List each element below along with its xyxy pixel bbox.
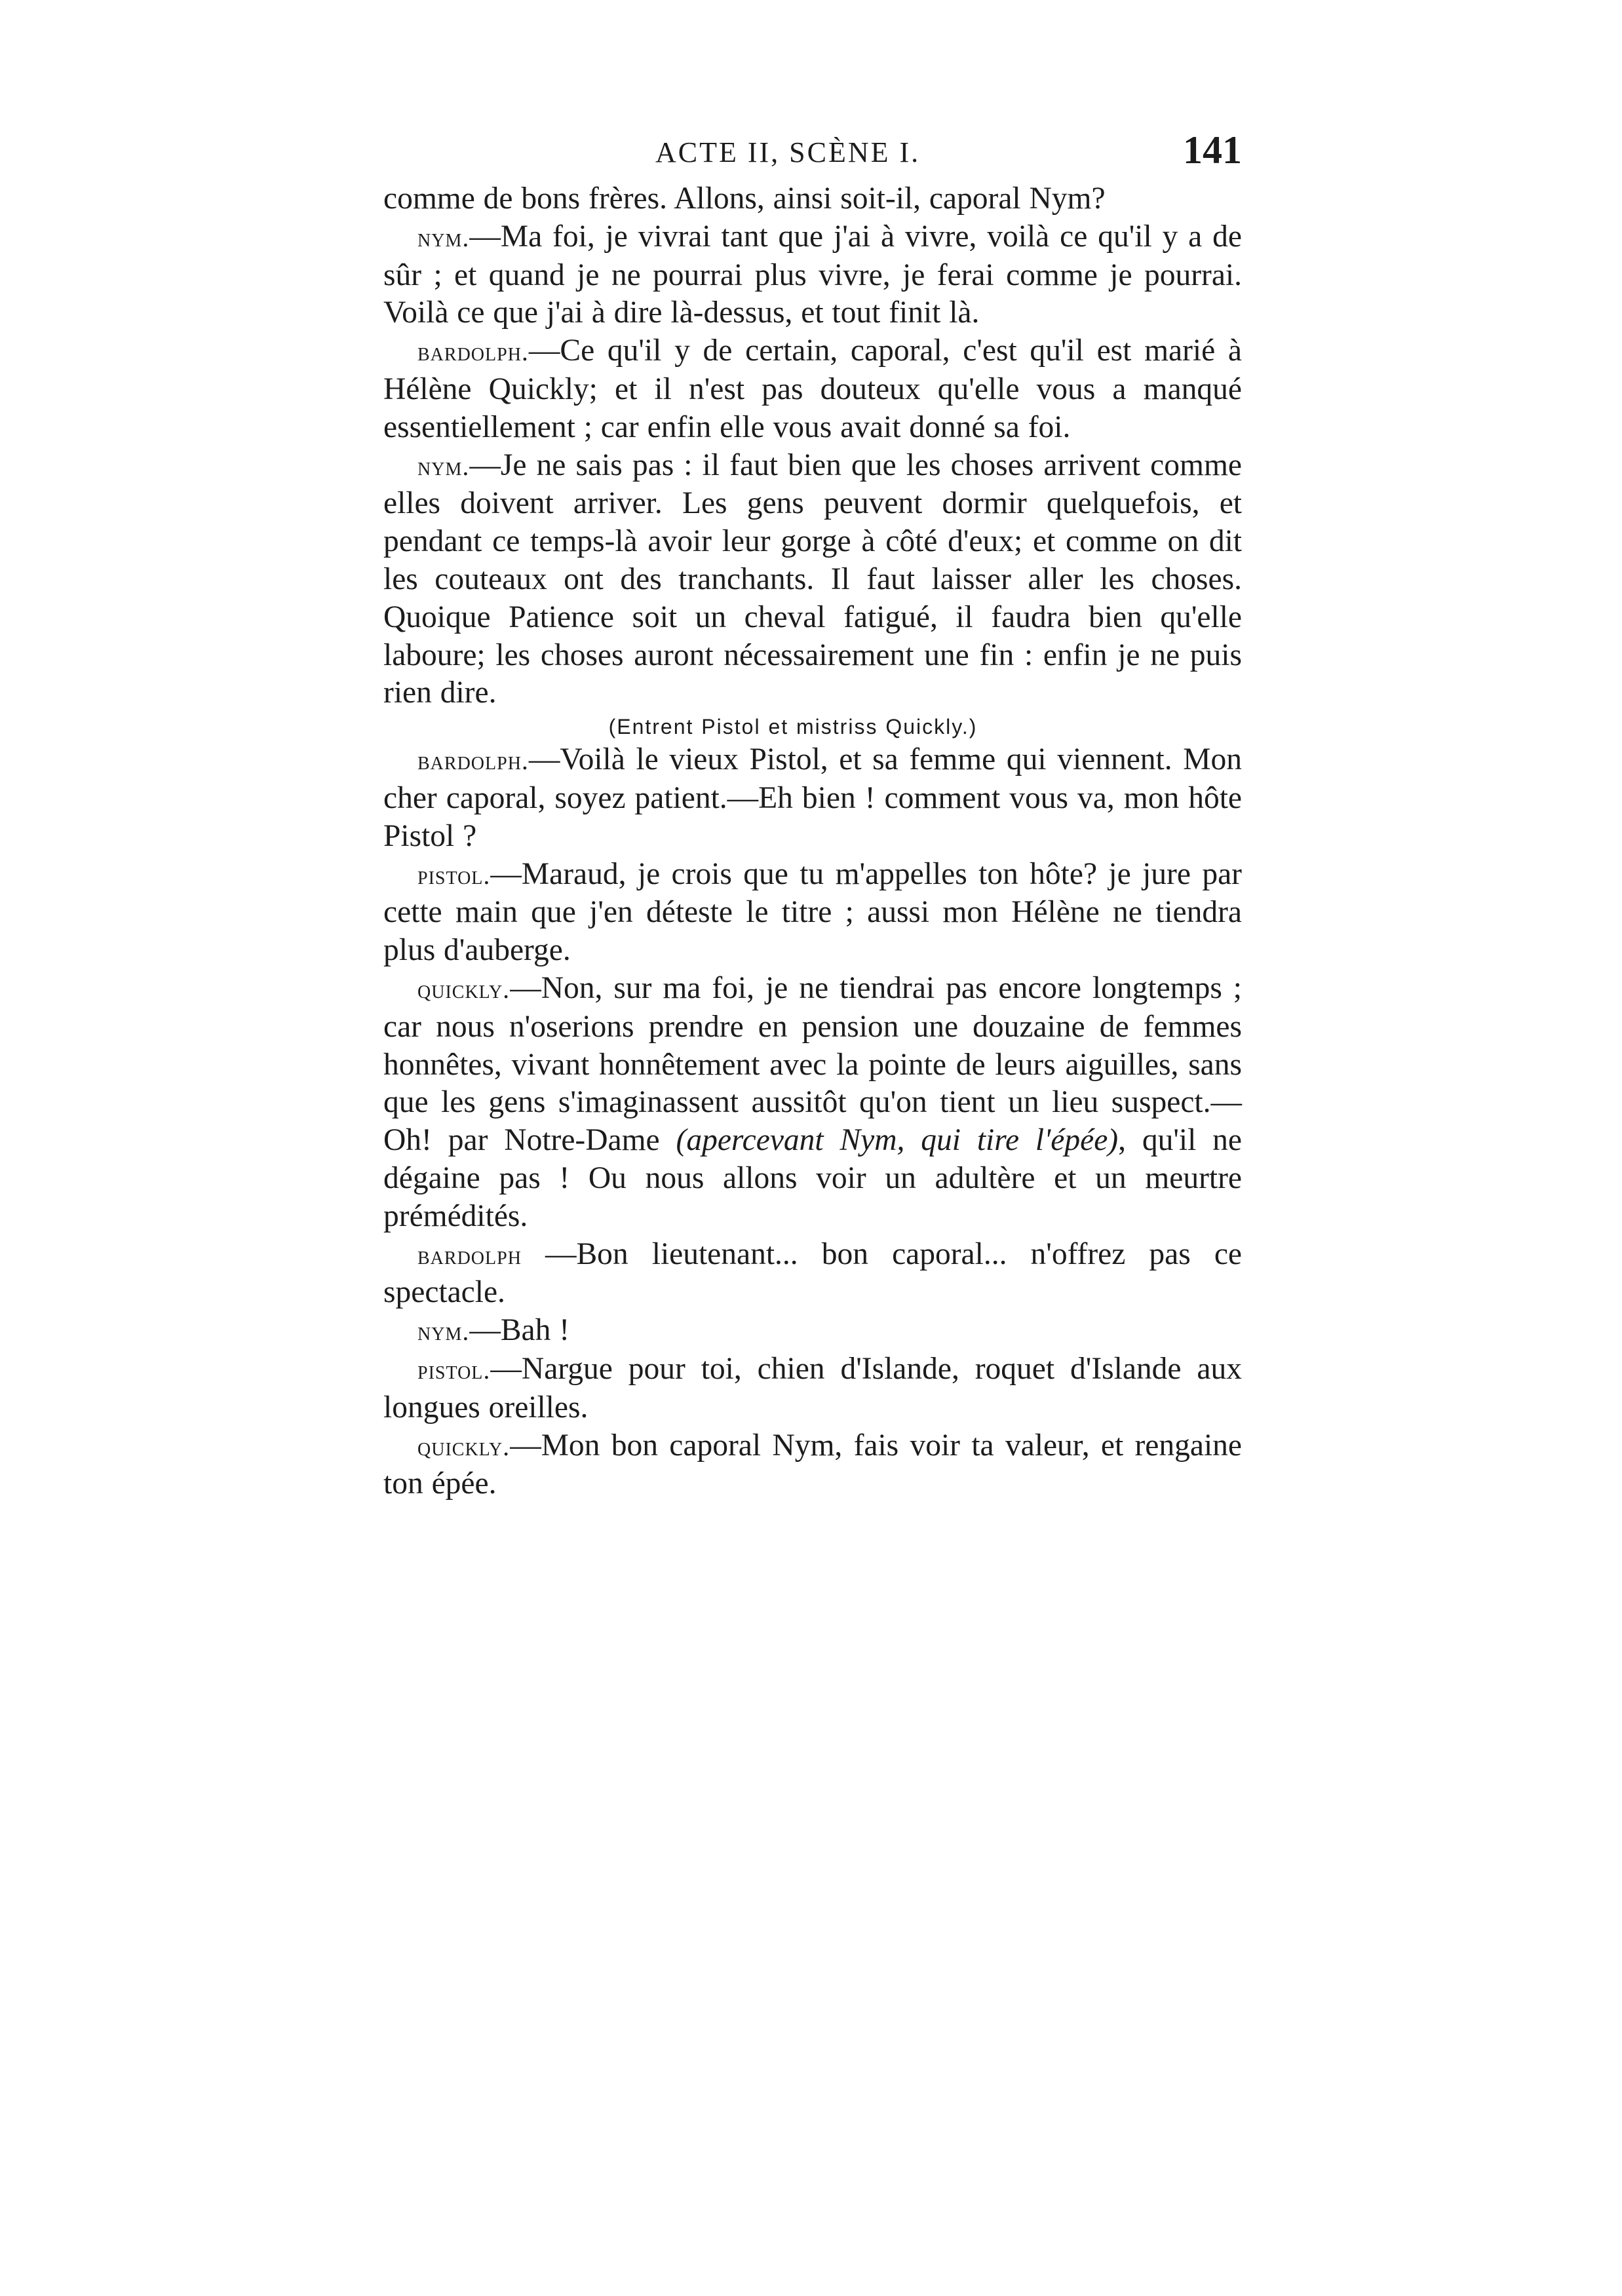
speaker-name: pistol.: [417, 860, 491, 890]
page-header: [383, 128, 1242, 180]
speech-text: —Bah !: [469, 1313, 570, 1348]
stage-aside: (apercevant Nym, qui tire l'épée): [676, 1123, 1119, 1158]
running-head: ACTE II, SCÈNE I.: [655, 136, 921, 168]
speech-bardolph: [383, 741, 1242, 855]
speech-nym: [383, 218, 1242, 332]
speaker-name: quickly.: [417, 1431, 511, 1461]
speech-quickly: [383, 970, 1242, 1236]
page-number: 141: [1183, 128, 1242, 172]
speech-text: —Bon lieutenant... bon caporal... n'offrez pas ce spectacle.: [383, 1236, 1242, 1310]
paragraph-continuation: [383, 180, 1242, 218]
speaker-name: nym.: [417, 1316, 470, 1347]
stage-direction: (Entrent Pistol et mistriss Quickly.): [608, 715, 978, 739]
speech-text: —Mon bon caporal Nym, fais voir ta valeur, et rengaine ton épée.: [383, 1428, 1242, 1501]
speech-pistol: [383, 1350, 1242, 1427]
body-text: [383, 180, 1242, 1503]
speech-text: —Je ne sais pas : il faut bien que les choses arrivent comme elles doivent arriver. Les gens peuvent dormir quelquefois, et pendant ce temps-là avoir leur gorge à côté d'eux; et comme on dit les couteaux ont des tranchants. Il faut laisser aller les choses. Quoique Patience soit un cheval fatigué, il faudra bien qu'elle laboure; les choses auront nécessairement une fin : enfin je ne puis rien dire.: [383, 448, 1242, 710]
speaker-name: nym.: [417, 451, 470, 481]
speech-text: —Ma foi, je vivrai tant que j'ai à vivre, voilà ce qu'il y a de sûr ; et quand je ne pourrai plus vivre, je ferai comme je pourrai. Voilà ce que j'ai à dire là-dessus, et tout finit là.: [383, 219, 1242, 330]
speech-bardolph: [383, 332, 1242, 446]
speech-nym: [383, 1312, 1242, 1350]
speech-text: —Nargue pour toi, chien d'Islande, roquet d'Islande aux longues oreilles.: [383, 1351, 1242, 1425]
book-page: [383, 128, 1242, 1503]
speaker-name: bardolph.: [417, 337, 529, 367]
paragraph-text: comme de bons frères. Allons, ainsi soit-il, caporal Nym?: [383, 182, 1106, 216]
speaker-name: bardolph.: [417, 746, 529, 776]
speech-quickly: [383, 1427, 1242, 1504]
speech-text: —Non, sur ma foi, je ne tiendrai pas encore longtemps ; car nous n'oserions prendre en pension une douzaine de femmes honnêtes, vivant honnêtement avec la pointe de leurs aiguilles, sans que les gens s'imaginassent aussitôt qu'on tient un lieu suspect.—Oh! par Notre-Dame: [383, 970, 1242, 1158]
speaker-name: bardolph: [417, 1240, 522, 1270]
speech-bardolph: [383, 1236, 1242, 1312]
speech-text: —Maraud, je crois que tu m'appelles ton hôte? je jure par cette main que j'en déteste le titre ; aussi mon Hélène ne tiendra plus d'auberge.: [383, 856, 1242, 968]
speech-text: —Ce qu'il y de certain, caporal, c'est qu'il est marié à Hélène Quickly; et il n'est pas douteux qu'elle vous a manqué essentiellement ; car enfin elle vous avait donné sa foi.: [383, 334, 1242, 444]
speech-text: —Voilà le vieux Pistol, et sa femme qui viennent. Mon cher caporal, soyez patient.—Eh bien ! comment vous va, mon hôte Pistol ?: [383, 742, 1242, 853]
speech-pistol: [383, 856, 1242, 970]
speaker-name: pistol.: [417, 1354, 491, 1385]
speaker-name: quickly.: [417, 974, 511, 1004]
speech-nym: [383, 447, 1242, 713]
speaker-name: nym.: [417, 222, 470, 252]
speech-text: , qu'il ne dégaine pas ! Ou nous allons voir un adultère et un meurtre prémédités.: [383, 1123, 1242, 1233]
